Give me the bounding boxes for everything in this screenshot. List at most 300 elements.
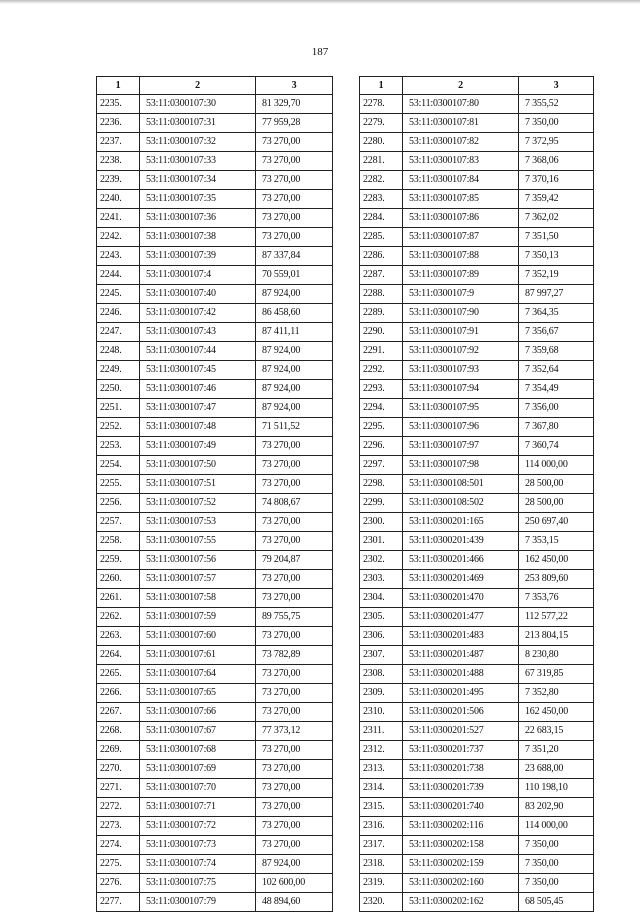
row-number: 2264. bbox=[97, 646, 140, 665]
row-number: 2270. bbox=[97, 760, 140, 779]
cadastral-value: 71 511,52 bbox=[256, 418, 333, 437]
cadastral-number: 53:11:0300202:159 bbox=[403, 855, 519, 874]
cadastral-number: 53:11:0300107:92 bbox=[403, 342, 519, 361]
cadastral-value: 79 204,87 bbox=[256, 551, 333, 570]
cadastral-value: 73 270,00 bbox=[256, 228, 333, 247]
cadastral-number: 53:11:0300107:68 bbox=[140, 741, 256, 760]
table-row bbox=[360, 456, 594, 475]
row-number: 2237. bbox=[97, 133, 140, 152]
row-number: 2287. bbox=[360, 266, 403, 285]
cadastral-number: 53:11:0300202:158 bbox=[403, 836, 519, 855]
cadastral-number: 53:11:0300107:82 bbox=[403, 133, 519, 152]
table-row bbox=[360, 209, 594, 228]
cadastral-number: 53:11:0300107:94 bbox=[403, 380, 519, 399]
cadastral-number: 53:11:0300201:738 bbox=[403, 760, 519, 779]
row-number: 2245. bbox=[97, 285, 140, 304]
row-number: 2247. bbox=[97, 323, 140, 342]
table-row bbox=[360, 114, 594, 133]
cadastral-value: 112 577,22 bbox=[519, 608, 594, 627]
table-row bbox=[360, 570, 594, 589]
cadastral-number: 53:11:0300107:97 bbox=[403, 437, 519, 456]
row-number: 2241. bbox=[97, 209, 140, 228]
cadastral-value: 7 352,64 bbox=[519, 361, 594, 380]
row-number: 2286. bbox=[360, 247, 403, 266]
row-number: 2262. bbox=[97, 608, 140, 627]
row-number: 2312. bbox=[360, 741, 403, 760]
table-row bbox=[360, 589, 594, 608]
table-row bbox=[97, 532, 333, 551]
row-number: 2296. bbox=[360, 437, 403, 456]
cadastral-number: 53:11:0300107:72 bbox=[140, 817, 256, 836]
table-row bbox=[97, 190, 333, 209]
cadastral-number: 53:11:0300202:160 bbox=[403, 874, 519, 893]
cadastral-number: 53:11:0300107:53 bbox=[140, 513, 256, 532]
cadastral-number: 53:11:0300107:51 bbox=[140, 475, 256, 494]
table-header-row bbox=[360, 77, 594, 95]
cadastral-number: 53:11:0300201:165 bbox=[403, 513, 519, 532]
cadastral-number: 53:11:0300107:80 bbox=[403, 95, 519, 114]
page-number: 187 bbox=[311, 46, 329, 58]
cadastral-number: 53:11:0300107:73 bbox=[140, 836, 256, 855]
row-number: 2254. bbox=[97, 456, 140, 475]
row-number: 2293. bbox=[360, 380, 403, 399]
table-row bbox=[360, 437, 594, 456]
cadastral-number: 53:11:0300107:44 bbox=[140, 342, 256, 361]
cadastral-value: 73 270,00 bbox=[256, 532, 333, 551]
cadastral-number: 53:11:0300107:31 bbox=[140, 114, 256, 133]
cadastral-value: 7 350,00 bbox=[519, 114, 594, 133]
cadastral-value: 83 202,90 bbox=[519, 798, 594, 817]
row-number: 2317. bbox=[360, 836, 403, 855]
row-number: 2295. bbox=[360, 418, 403, 437]
row-number: 2257. bbox=[97, 513, 140, 532]
table-header-row bbox=[97, 77, 333, 95]
row-number: 2261. bbox=[97, 589, 140, 608]
cadastral-number: 53:11:0300107:9 bbox=[403, 285, 519, 304]
cadastral-value: 73 270,00 bbox=[256, 152, 333, 171]
cadastral-number: 53:11:0300201:737 bbox=[403, 741, 519, 760]
cadastral-value: 77 373,12 bbox=[256, 722, 333, 741]
cadastral-number: 53:11:0300107:30 bbox=[140, 95, 256, 114]
cadastral-number: 53:11:0300201:477 bbox=[403, 608, 519, 627]
table-row bbox=[360, 266, 594, 285]
cadastral-value: 8 230,80 bbox=[519, 646, 594, 665]
table-row bbox=[360, 380, 594, 399]
cadastral-value: 70 559,01 bbox=[256, 266, 333, 285]
table-row bbox=[97, 171, 333, 190]
row-number: 2315. bbox=[360, 798, 403, 817]
cadastral-number: 53:11:0300107:36 bbox=[140, 209, 256, 228]
cadastral-number: 53:11:0300107:75 bbox=[140, 874, 256, 893]
cadastral-value: 213 804,15 bbox=[519, 627, 594, 646]
column-header: 2 bbox=[403, 77, 519, 95]
cadastral-value: 7 352,80 bbox=[519, 684, 594, 703]
table-row bbox=[97, 114, 333, 133]
cadastral-number: 53:11:0300202:162 bbox=[403, 893, 519, 912]
table-row bbox=[360, 304, 594, 323]
row-number: 2289. bbox=[360, 304, 403, 323]
table-row bbox=[360, 817, 594, 836]
table-row bbox=[97, 760, 333, 779]
cadastral-value: 22 683,15 bbox=[519, 722, 594, 741]
row-number: 2297. bbox=[360, 456, 403, 475]
table-row bbox=[97, 418, 333, 437]
row-number: 2235. bbox=[97, 95, 140, 114]
row-number: 2239. bbox=[97, 171, 140, 190]
cadastral-value: 7 359,42 bbox=[519, 190, 594, 209]
cadastral-value: 73 270,00 bbox=[256, 190, 333, 209]
row-number: 2276. bbox=[97, 874, 140, 893]
cadastral-number: 53:11:0300107:86 bbox=[403, 209, 519, 228]
row-number: 2306. bbox=[360, 627, 403, 646]
row-number: 2256. bbox=[97, 494, 140, 513]
cadastral-value: 7 356,00 bbox=[519, 399, 594, 418]
cadastral-number: 53:11:0300201:470 bbox=[403, 589, 519, 608]
table-row bbox=[360, 703, 594, 722]
cadastral-number: 53:11:0300107:70 bbox=[140, 779, 256, 798]
cadastral-number: 53:11:0300107:64 bbox=[140, 665, 256, 684]
cadastral-number: 53:11:0300201:439 bbox=[403, 532, 519, 551]
column-header: 1 bbox=[97, 77, 140, 95]
table-row bbox=[97, 437, 333, 456]
cadastral-value: 87 924,00 bbox=[256, 342, 333, 361]
column-header: 3 bbox=[519, 77, 594, 95]
cadastral-value: 86 458,60 bbox=[256, 304, 333, 323]
row-number: 2246. bbox=[97, 304, 140, 323]
cadastral-value: 67 319,85 bbox=[519, 665, 594, 684]
row-number: 2268. bbox=[97, 722, 140, 741]
cadastral-number: 53:11:0300107:74 bbox=[140, 855, 256, 874]
row-number: 2304. bbox=[360, 589, 403, 608]
row-number: 2310. bbox=[360, 703, 403, 722]
table-row bbox=[97, 456, 333, 475]
cadastral-value: 253 809,60 bbox=[519, 570, 594, 589]
right-table bbox=[359, 76, 594, 912]
row-number: 2319. bbox=[360, 874, 403, 893]
scan-edge-shadow bbox=[0, 0, 640, 4]
cadastral-value: 73 270,00 bbox=[256, 836, 333, 855]
table-row bbox=[360, 171, 594, 190]
table-row bbox=[97, 779, 333, 798]
table-row bbox=[97, 342, 333, 361]
table-row bbox=[97, 475, 333, 494]
table-row bbox=[360, 836, 594, 855]
cadastral-value: 73 270,00 bbox=[256, 513, 333, 532]
cadastral-value: 73 270,00 bbox=[256, 133, 333, 152]
table-row bbox=[97, 684, 333, 703]
row-number: 2320. bbox=[360, 893, 403, 912]
cadastral-number: 53:11:0300107:39 bbox=[140, 247, 256, 266]
row-number: 2305. bbox=[360, 608, 403, 627]
table-row bbox=[360, 323, 594, 342]
table-row bbox=[97, 589, 333, 608]
row-number: 2242. bbox=[97, 228, 140, 247]
cadastral-number: 53:11:0300107:90 bbox=[403, 304, 519, 323]
cadastral-value: 7 368,06 bbox=[519, 152, 594, 171]
row-number: 2316. bbox=[360, 817, 403, 836]
cadastral-value: 48 894,60 bbox=[256, 893, 333, 912]
cadastral-value: 81 329,70 bbox=[256, 95, 333, 114]
row-number: 2281. bbox=[360, 152, 403, 171]
table-row bbox=[97, 551, 333, 570]
table-row bbox=[97, 285, 333, 304]
table-row bbox=[97, 152, 333, 171]
table-row bbox=[97, 209, 333, 228]
table-row bbox=[360, 627, 594, 646]
cadastral-number: 53:11:0300107:96 bbox=[403, 418, 519, 437]
cadastral-value: 73 270,00 bbox=[256, 684, 333, 703]
row-number: 2253. bbox=[97, 437, 140, 456]
cadastral-number: 53:11:0300201:740 bbox=[403, 798, 519, 817]
row-number: 2279. bbox=[360, 114, 403, 133]
table-row bbox=[360, 418, 594, 437]
cadastral-number: 53:11:0300107:58 bbox=[140, 589, 256, 608]
cadastral-value: 73 270,00 bbox=[256, 779, 333, 798]
cadastral-number: 53:11:0300107:55 bbox=[140, 532, 256, 551]
cadastral-number: 53:11:0300107:91 bbox=[403, 323, 519, 342]
cadastral-number: 53:11:0300107:47 bbox=[140, 399, 256, 418]
cadastral-value: 162 450,00 bbox=[519, 551, 594, 570]
cadastral-number: 53:11:0300107:71 bbox=[140, 798, 256, 817]
table-row bbox=[97, 323, 333, 342]
cadastral-number: 53:11:0300107:65 bbox=[140, 684, 256, 703]
table-row bbox=[360, 228, 594, 247]
cadastral-value: 7 353,15 bbox=[519, 532, 594, 551]
row-number: 2258. bbox=[97, 532, 140, 551]
row-number: 2275. bbox=[97, 855, 140, 874]
cadastral-number: 53:11:0300107:61 bbox=[140, 646, 256, 665]
row-number: 2283. bbox=[360, 190, 403, 209]
row-number: 2249. bbox=[97, 361, 140, 380]
row-number: 2302. bbox=[360, 551, 403, 570]
row-number: 2243. bbox=[97, 247, 140, 266]
cadastral-number: 53:11:0300107:32 bbox=[140, 133, 256, 152]
cadastral-value: 89 755,75 bbox=[256, 608, 333, 627]
table-row bbox=[97, 133, 333, 152]
table-row bbox=[97, 266, 333, 285]
row-number: 2263. bbox=[97, 627, 140, 646]
row-number: 2284. bbox=[360, 209, 403, 228]
cadastral-number: 53:11:0300107:88 bbox=[403, 247, 519, 266]
cadastral-value: 73 270,00 bbox=[256, 760, 333, 779]
cadastral-number: 53:11:0300107:83 bbox=[403, 152, 519, 171]
row-number: 2280. bbox=[360, 133, 403, 152]
cadastral-value: 7 350,13 bbox=[519, 247, 594, 266]
row-number: 2303. bbox=[360, 570, 403, 589]
table-row bbox=[360, 475, 594, 494]
cadastral-value: 7 351,50 bbox=[519, 228, 594, 247]
table-row bbox=[360, 665, 594, 684]
cadastral-value: 7 350,00 bbox=[519, 855, 594, 874]
cadastral-value: 73 270,00 bbox=[256, 627, 333, 646]
cadastral-value: 73 270,00 bbox=[256, 209, 333, 228]
cadastral-value: 87 924,00 bbox=[256, 380, 333, 399]
row-number: 2236. bbox=[97, 114, 140, 133]
table-row bbox=[360, 133, 594, 152]
cadastral-number: 53:11:0300107:93 bbox=[403, 361, 519, 380]
cadastral-number: 53:11:0300107:59 bbox=[140, 608, 256, 627]
cadastral-number: 53:11:0300107:98 bbox=[403, 456, 519, 475]
table-row bbox=[360, 893, 594, 912]
row-number: 2300. bbox=[360, 513, 403, 532]
left-table bbox=[96, 76, 333, 912]
table-row bbox=[97, 228, 333, 247]
row-number: 2288. bbox=[360, 285, 403, 304]
row-number: 2291. bbox=[360, 342, 403, 361]
table-row bbox=[360, 684, 594, 703]
cadastral-number: 53:11:0300107:85 bbox=[403, 190, 519, 209]
table-row bbox=[360, 494, 594, 513]
cadastral-value: 7 351,20 bbox=[519, 741, 594, 760]
cadastral-value: 87 924,00 bbox=[256, 855, 333, 874]
row-number: 2278. bbox=[360, 95, 403, 114]
cadastral-number: 53:11:0300108:502 bbox=[403, 494, 519, 513]
row-number: 2250. bbox=[97, 380, 140, 399]
cadastral-value: 73 270,00 bbox=[256, 171, 333, 190]
table-row bbox=[360, 741, 594, 760]
row-number: 2248. bbox=[97, 342, 140, 361]
table-row bbox=[360, 247, 594, 266]
table-row bbox=[97, 570, 333, 589]
cadastral-number: 53:11:0300201:488 bbox=[403, 665, 519, 684]
cadastral-value: 7 362,02 bbox=[519, 209, 594, 228]
table-row bbox=[97, 703, 333, 722]
row-number: 2299. bbox=[360, 494, 403, 513]
cadastral-number: 53:11:0300107:79 bbox=[140, 893, 256, 912]
table-row bbox=[360, 152, 594, 171]
cadastral-value: 7 364,35 bbox=[519, 304, 594, 323]
cadastral-number: 53:11:0300107:56 bbox=[140, 551, 256, 570]
row-number: 2238. bbox=[97, 152, 140, 171]
cadastral-number: 53:11:0300107:34 bbox=[140, 171, 256, 190]
table-row bbox=[97, 380, 333, 399]
cadastral-number: 53:11:0300107:35 bbox=[140, 190, 256, 209]
cadastral-number: 53:11:0300201:506 bbox=[403, 703, 519, 722]
row-number: 2266. bbox=[97, 684, 140, 703]
table-row bbox=[360, 551, 594, 570]
cadastral-value: 73 270,00 bbox=[256, 798, 333, 817]
cadastral-number: 53:11:0300107:49 bbox=[140, 437, 256, 456]
cadastral-value: 7 356,67 bbox=[519, 323, 594, 342]
cadastral-value: 73 270,00 bbox=[256, 817, 333, 836]
row-number: 2309. bbox=[360, 684, 403, 703]
cadastral-number: 53:11:0300202:116 bbox=[403, 817, 519, 836]
cadastral-number: 53:11:0300107:66 bbox=[140, 703, 256, 722]
table-row bbox=[97, 855, 333, 874]
row-number: 2260. bbox=[97, 570, 140, 589]
cadastral-number: 53:11:0300201:466 bbox=[403, 551, 519, 570]
cadastral-value: 73 270,00 bbox=[256, 741, 333, 760]
cadastral-number: 53:11:0300201:483 bbox=[403, 627, 519, 646]
cadastral-number: 53:11:0300201:527 bbox=[403, 722, 519, 741]
cadastral-number: 53:11:0300201:469 bbox=[403, 570, 519, 589]
cadastral-value: 87 411,11 bbox=[256, 323, 333, 342]
cadastral-value: 7 350,00 bbox=[519, 874, 594, 893]
cadastral-number: 53:11:0300107:89 bbox=[403, 266, 519, 285]
cadastral-number: 53:11:0300107:87 bbox=[403, 228, 519, 247]
cadastral-value: 110 198,10 bbox=[519, 779, 594, 798]
table-row bbox=[97, 247, 333, 266]
table-row bbox=[360, 722, 594, 741]
table-row bbox=[97, 874, 333, 893]
cadastral-number: 53:11:0300201:487 bbox=[403, 646, 519, 665]
table-row bbox=[97, 798, 333, 817]
cadastral-value: 77 959,28 bbox=[256, 114, 333, 133]
cadastral-number: 53:11:0300107:33 bbox=[140, 152, 256, 171]
cadastral-number: 53:11:0300107:69 bbox=[140, 760, 256, 779]
cadastral-value: 7 359,68 bbox=[519, 342, 594, 361]
cadastral-number: 53:11:0300107:95 bbox=[403, 399, 519, 418]
cadastral-number: 53:11:0300107:48 bbox=[140, 418, 256, 437]
table-row bbox=[360, 760, 594, 779]
row-number: 2294. bbox=[360, 399, 403, 418]
table-row bbox=[360, 399, 594, 418]
row-number: 2267. bbox=[97, 703, 140, 722]
cadastral-number: 53:11:0300107:38 bbox=[140, 228, 256, 247]
table-row bbox=[97, 627, 333, 646]
row-number: 2308. bbox=[360, 665, 403, 684]
cadastral-value: 87 924,00 bbox=[256, 285, 333, 304]
row-number: 2265. bbox=[97, 665, 140, 684]
table-row bbox=[97, 361, 333, 380]
cadastral-number: 53:11:0300107:60 bbox=[140, 627, 256, 646]
cadastral-number: 53:11:0300107:50 bbox=[140, 456, 256, 475]
cadastral-value: 7 353,76 bbox=[519, 589, 594, 608]
table-row bbox=[97, 304, 333, 323]
cadastral-value: 73 270,00 bbox=[256, 475, 333, 494]
cadastral-value: 73 270,00 bbox=[256, 456, 333, 475]
row-number: 2307. bbox=[360, 646, 403, 665]
cadastral-value: 7 350,00 bbox=[519, 836, 594, 855]
cadastral-value: 68 505,45 bbox=[519, 893, 594, 912]
cadastral-value: 250 697,40 bbox=[519, 513, 594, 532]
cadastral-value: 7 360,74 bbox=[519, 437, 594, 456]
row-number: 2292. bbox=[360, 361, 403, 380]
row-number: 2259. bbox=[97, 551, 140, 570]
cadastral-value: 23 688,00 bbox=[519, 760, 594, 779]
cadastral-number: 53:11:0300107:81 bbox=[403, 114, 519, 133]
table-row bbox=[360, 513, 594, 532]
cadastral-number: 53:11:0300107:40 bbox=[140, 285, 256, 304]
row-number: 2244. bbox=[97, 266, 140, 285]
row-number: 2271. bbox=[97, 779, 140, 798]
column-header: 3 bbox=[256, 77, 333, 95]
cadastral-number: 53:11:0300107:57 bbox=[140, 570, 256, 589]
cadastral-value: 7 367,80 bbox=[519, 418, 594, 437]
cadastral-number: 53:11:0300107:52 bbox=[140, 494, 256, 513]
row-number: 2311. bbox=[360, 722, 403, 741]
row-number: 2255. bbox=[97, 475, 140, 494]
column-header: 1 bbox=[360, 77, 403, 95]
cadastral-value: 114 000,00 bbox=[519, 456, 594, 475]
cadastral-value: 28 500,00 bbox=[519, 494, 594, 513]
row-number: 2285. bbox=[360, 228, 403, 247]
cadastral-value: 73 270,00 bbox=[256, 589, 333, 608]
cadastral-value: 114 000,00 bbox=[519, 817, 594, 836]
row-number: 2273. bbox=[97, 817, 140, 836]
column-header: 2 bbox=[140, 77, 256, 95]
table-row bbox=[97, 665, 333, 684]
cadastral-number: 53:11:0300107:43 bbox=[140, 323, 256, 342]
cadastral-number: 53:11:0300201:495 bbox=[403, 684, 519, 703]
table-row bbox=[97, 646, 333, 665]
table-row bbox=[360, 532, 594, 551]
cadastral-number: 53:11:0300107:42 bbox=[140, 304, 256, 323]
row-number: 2298. bbox=[360, 475, 403, 494]
cadastral-number: 53:11:0300107:45 bbox=[140, 361, 256, 380]
row-number: 2277. bbox=[97, 893, 140, 912]
cadastral-number: 53:11:0300107:46 bbox=[140, 380, 256, 399]
